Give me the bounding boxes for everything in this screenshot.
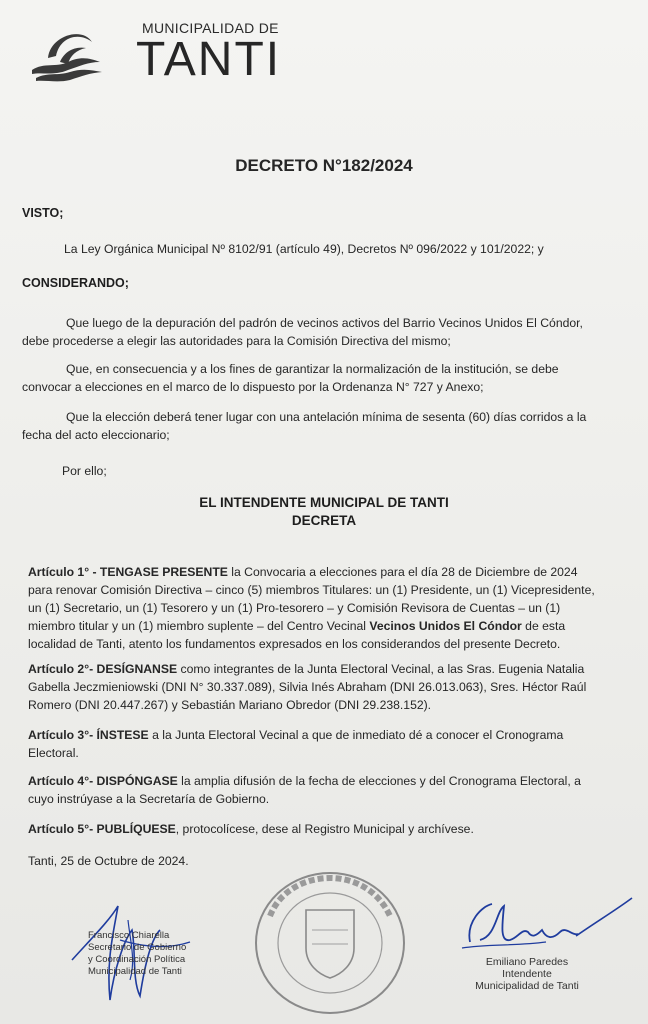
article-4	[28, 772, 604, 808]
article-2	[28, 660, 604, 714]
visto-heading: VISTO;	[22, 206, 64, 220]
considerando-p1-line2: debe procederse a elegir las autoridades para la Comisión Directiva del mismo;	[22, 334, 451, 348]
right-signer-name: Emiliano Paredes	[485, 956, 569, 968]
logo-subtitle: MUNICIPALIDAD DE	[142, 20, 279, 36]
municipal-logo	[30, 14, 282, 86]
article-3	[28, 726, 604, 762]
date-line: Tanti, 25 de Octubre de 2024.	[28, 854, 189, 868]
left-signature-block	[88, 930, 186, 978]
article-5-label: Artículo 5°- PUBLÍQUESE	[28, 822, 176, 836]
considerando-p2-line1: Que, en consecuencia y a los fines de garantizar la normalización de la institución, se debe	[66, 362, 559, 376]
article-1-text-end: de esta localidad de Tanti, atento los fundamentos expresados en los considerandos del presente Decreto.	[28, 619, 566, 651]
municipal-seal-stamp	[250, 868, 410, 1018]
intendente-heading: EL INTENDENTE MUNICIPAL DE TANTI	[199, 495, 449, 510]
tanti-wave-logo-icon	[30, 18, 104, 84]
considerando-p1-line1: Que luego de la depuración del padrón de vecinos activos del Barrio Vecinos Unidos El Cóndor,	[66, 316, 583, 330]
considerando-p3-line2: fecha del acto eleccionario;	[22, 428, 170, 442]
decree-title: DECRETO N°182/2024	[235, 156, 413, 175]
article-3-label: Artículo 3°- ÍNSTESE	[28, 728, 149, 742]
left-signer-role2: y Coordinación Política	[88, 954, 186, 965]
article-1-label: Artículo 1° - TENGASE PRESENTE	[28, 565, 228, 579]
considerando-p2-line2: convocar a elecciones en el marco de lo dispuesto por la Ordenanza N° 727 y Anexo;	[22, 380, 484, 394]
article-4-text: la amplia difusión de la fecha de elecciones y del Cronograma Electoral, a cuyo instrúyase a la Secretaría de Gobierno.	[28, 774, 581, 806]
article-5	[28, 820, 604, 838]
article-1-centro: Vecinos Unidos El Cóndor	[369, 619, 522, 633]
article-3-text: a la Junta Electoral Vecinal a que de inmediato dé a conocer el Cronograma Electoral.	[28, 728, 564, 760]
right-signature-scribble	[456, 892, 636, 962]
article-2-label: Artículo 2°- DESÍGNANSE	[28, 662, 178, 676]
article-5-text: , protocolícese, dese al Registro Municipal y archívese.	[175, 822, 474, 836]
visto-text: La Ley Orgánica Municipal Nº 8102/91 (artículo 49), Decretos Nº 096/2022 y 101/2022; y	[64, 242, 544, 256]
article-4-label: Artículo 4°- DISPÓNGASE	[28, 774, 178, 788]
article-2-text: como integrantes de la Junta Electoral Vecinal, a las Sras. Eugenia Natalia Gabella Jeczmieniowski (DNI N° 30.337.089), Silvia Inés Abraham (DNI 26.013.063), Sres. Héctor Raúl Romero (DNI 20.447.267) y Sebastián Mariano Obredor (DNI 29.238.152).	[28, 662, 587, 712]
right-signature-block	[462, 956, 592, 992]
left-signer-name: Francisco Chiarella	[88, 930, 170, 941]
decreta-heading: DECRETA	[291, 513, 357, 528]
considerando-heading: CONSIDERANDO;	[22, 276, 129, 290]
por-ello: Por ello;	[62, 464, 107, 478]
considerando-p3-line1: Que la elección deberá tener lugar con una antelación mínima de sesenta (60) días corridos a la	[66, 410, 587, 424]
left-signer-role1: Secretario de Gobierno	[88, 942, 187, 953]
left-signer-org: Municipalidad de Tanti	[88, 966, 182, 977]
right-signer-org: Municipalidad de Tanti	[475, 980, 579, 992]
article-1-text: la Convocaria a elecciones para el día 28 de Diciembre de 2024 para renovar Comisión Directiva – cinco (5) miembros Titulares: un (1) Presidente, un (1) Vicepresidente, un (1) Secretario, un (1) Tesorero y un (1) Pro-tesorero – y Comisión Revisora de Cuentas – un (1) miembro titular y un (1) miembro suplente – del Centro Vecinal	[28, 565, 595, 633]
right-signer-role: Intendente	[502, 968, 552, 980]
logo-title: TANTI	[136, 33, 282, 86]
article-1	[28, 563, 604, 653]
